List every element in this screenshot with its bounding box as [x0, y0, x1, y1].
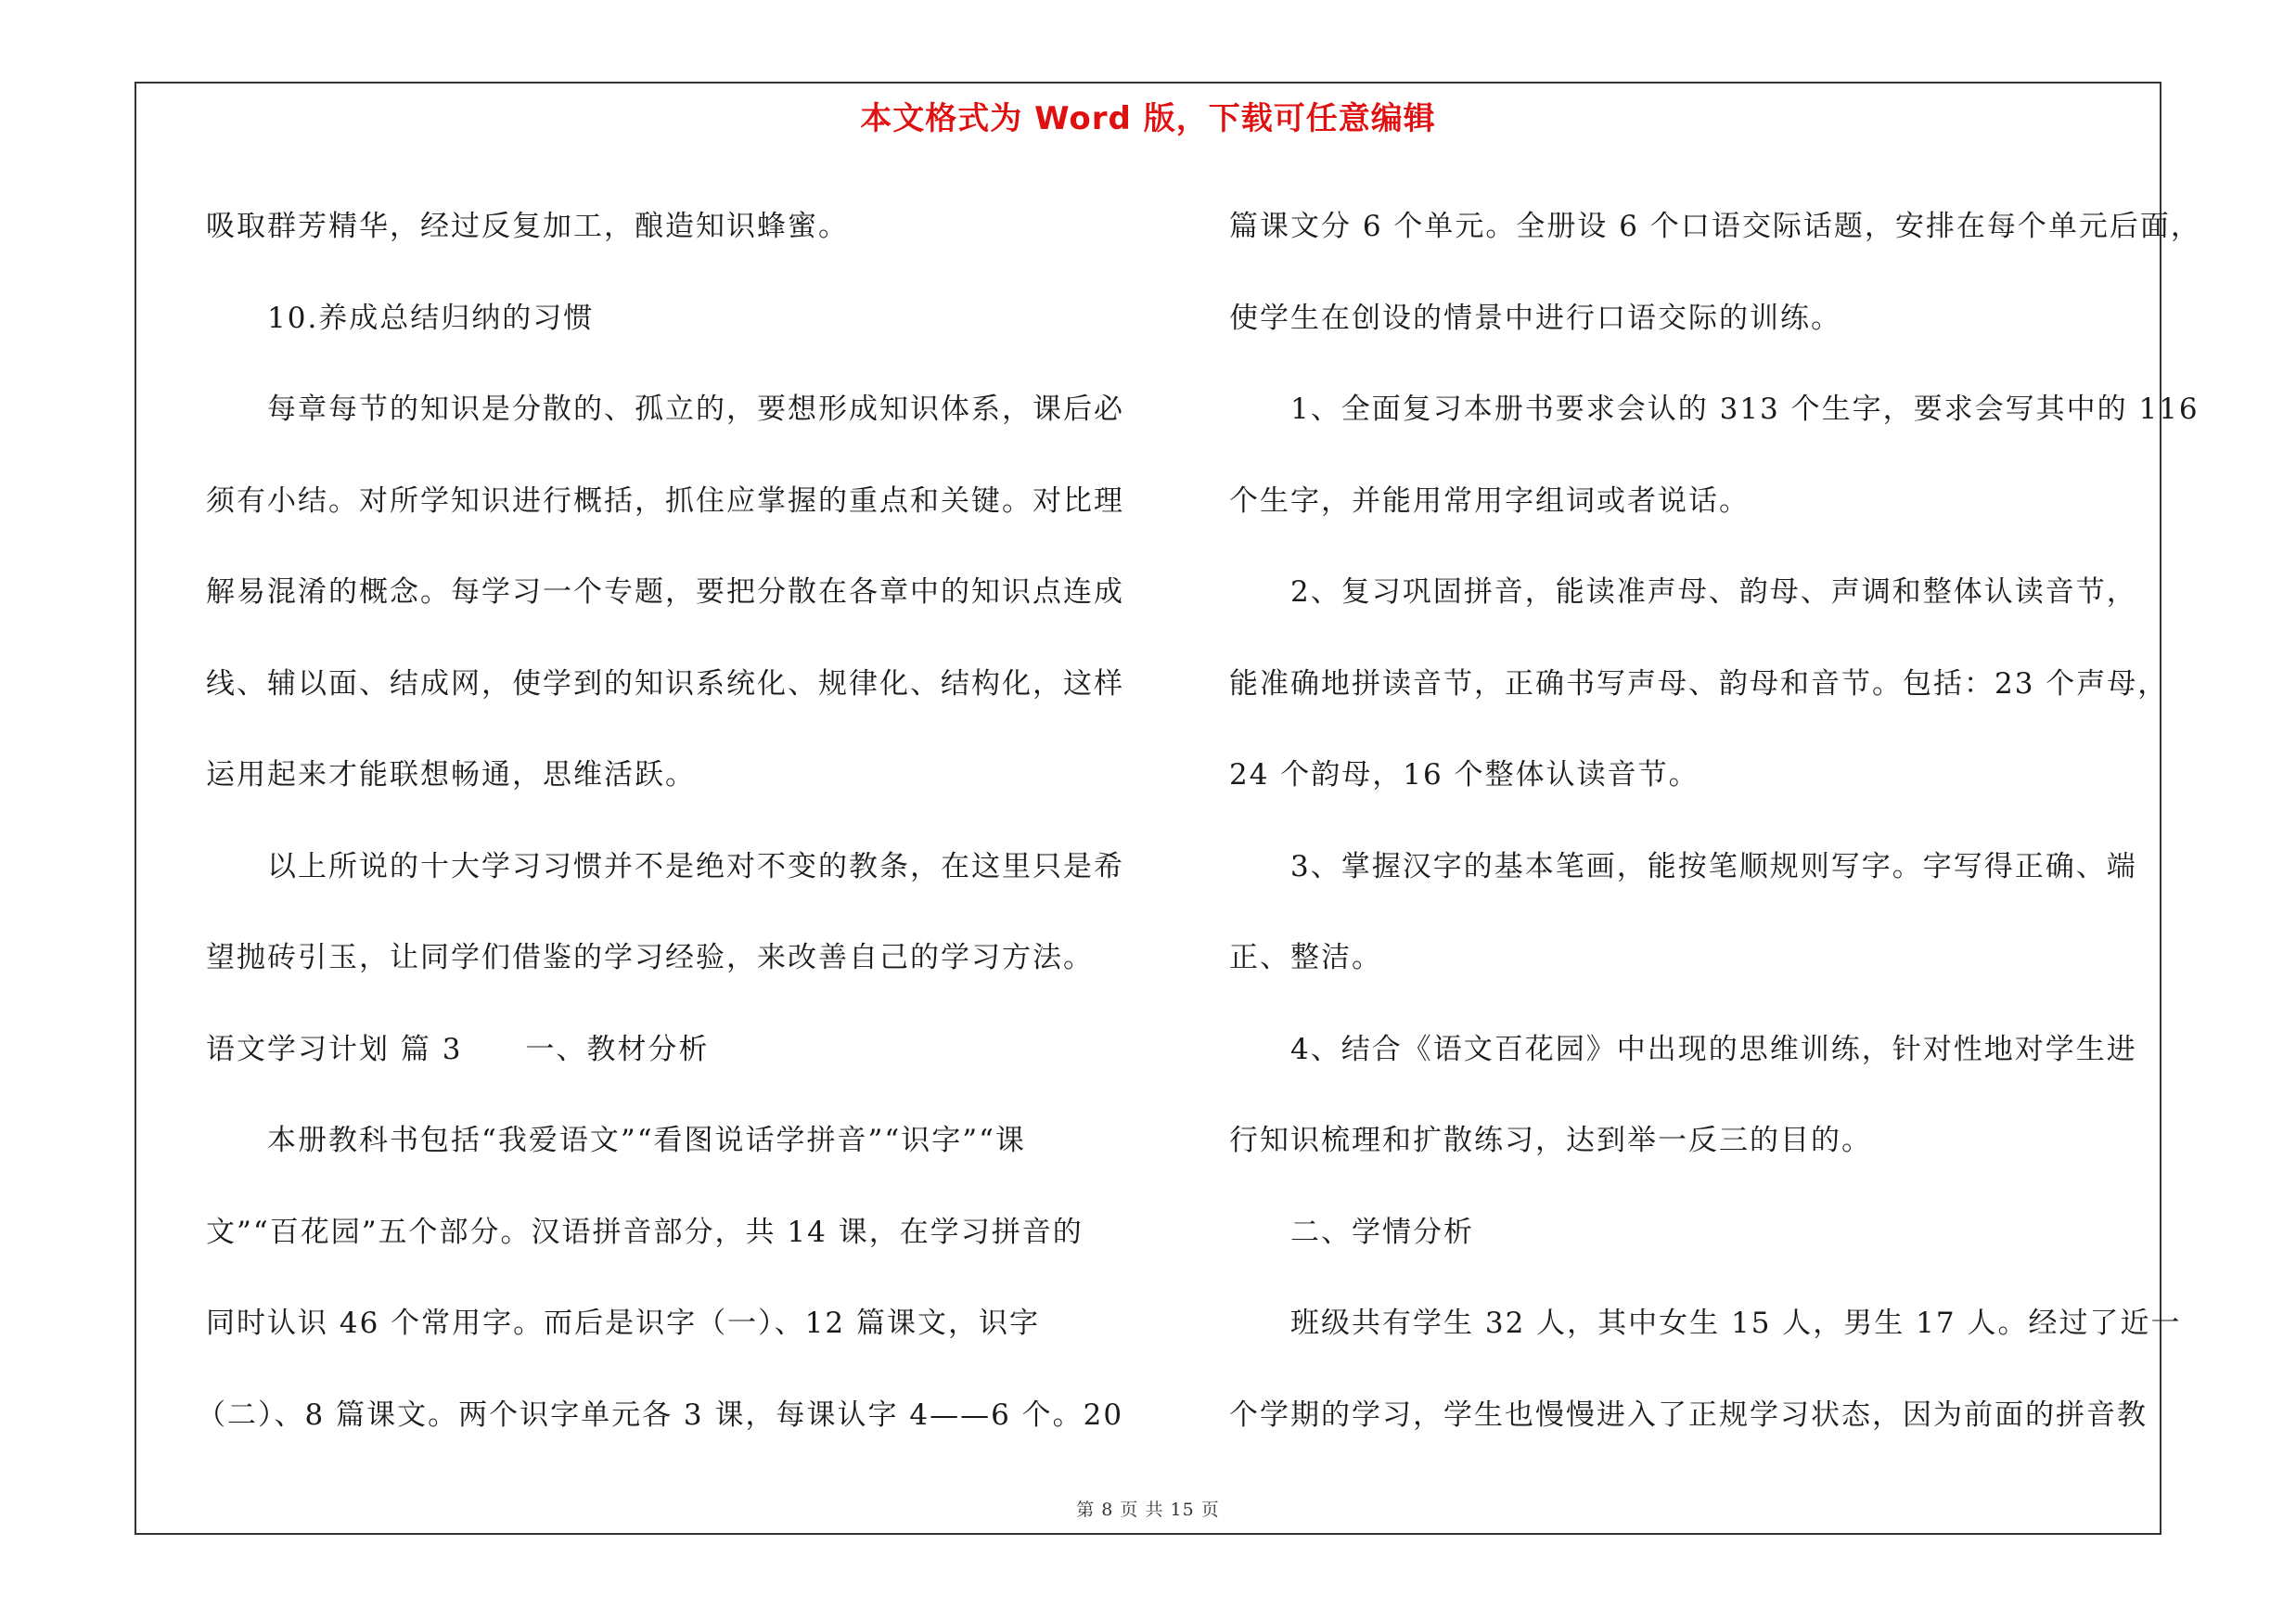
section-heading: 二、学情分析: [1290, 1215, 1474, 1249]
paragraph-line: 能准确地拼读音节，正确书写声母、韵母和音节。包括：23 个声母，: [1229, 666, 2169, 701]
paragraph-line: 2、复习巩固拼音，能读准声母、韵母、声调和整体认读音节，: [1290, 575, 2137, 609]
paragraph-line: 正、整洁。: [1229, 941, 1382, 974]
paragraph-line: 每章每节的知识是分散的、孤立的，要想形成知识体系，课后必: [267, 393, 1124, 426]
paragraph-line: （二）、8 篇课文。两个识字单元各 3 课，每课认字 4——6 个。20: [197, 1398, 1124, 1432]
paragraph-line: 24 个韵母，16 个整体认读音节。: [1229, 758, 1700, 792]
page-number: 第 8 页 共 15 页: [1076, 1500, 1220, 1520]
paragraph-line: 须有小结。对所学知识进行概括，抓住应掌握的重点和关键。对比理: [206, 483, 1124, 518]
section-heading: [206, 1004, 1134, 1096]
word-format-banner: 本文格式为 Word 版，下载可任意编辑: [860, 100, 1436, 137]
paragraph-line: 吸取群芳精华，经过反复加工，酿造知识蜂蜜。: [206, 210, 849, 243]
paragraph-line: 个生字，并能用常用字组词或者说话。: [1229, 483, 1750, 518]
right-column: [1229, 181, 2201, 1461]
paragraph-line: 线、辅以面、结成网，使学到的知识系统化、规律化、结构化，这样: [206, 666, 1124, 701]
paragraph-line: 1、全面复习本册书要求会认的 313 个生字，要求会写其中的 116: [1290, 393, 2200, 426]
paragraph-line: 个学期的学习，学生也慢慢进入了正规学习状态，因为前面的拼音教: [1229, 1398, 2148, 1432]
paragraph-line: 3、掌握汉字的基本笔画，能按笔顺规则写字。字写得正确、端: [1290, 849, 2137, 883]
section-title: 语文学习计划 篇 3: [206, 1032, 463, 1066]
paragraph-line: 同时认识 46 个常用字。而后是识字（一）、12 篇课文，识字: [206, 1307, 1040, 1340]
paragraph-line: 解易混淆的概念。每学习一个专题，要把分散在各章中的知识点连成: [206, 575, 1124, 609]
paragraph-line: 运用起来才能联想畅通，思维活跃。: [206, 758, 696, 792]
paragraph-line: 使学生在创设的情景中进行口语交际的训练。: [1229, 301, 1841, 335]
paragraph-line: 4、结合《语文百花园》中出现的思维训练，针对性地对学生进: [1290, 1032, 2137, 1066]
section-subtitle: 一、教材分析: [525, 1032, 710, 1066]
paragraph-line: 行知识梳理和扩散练习，达到举一反三的目的。: [1229, 1124, 1872, 1157]
paragraph-line: 班级共有学生 32 人，其中女生 15 人，男生 17 人。经过了近一: [1290, 1307, 2182, 1340]
paragraph-line: 本册教科书包括“我爱语文”“看图说话学拼音”“识字”“课: [267, 1124, 1026, 1157]
paragraph-line: 文”“百花园”五个部分。汉语拼音部分，共 14 课，在学习拼音的: [206, 1215, 1084, 1249]
paragraph-line: 篇课文分 6 个单元。全册设 6 个口语交际话题，安排在每个单元后面，: [1229, 210, 2201, 243]
habit-heading: 10.养成总结归纳的习惯: [267, 301, 595, 335]
left-column: [197, 181, 1134, 1461]
paragraph-line: 望抛砖引玉，让同学们借鉴的学习经验，来改善自己的学习方法。: [206, 941, 1094, 974]
paragraph-line: 以上所说的十大学习习惯并不是绝对不变的教条，在这里只是希: [267, 849, 1124, 883]
